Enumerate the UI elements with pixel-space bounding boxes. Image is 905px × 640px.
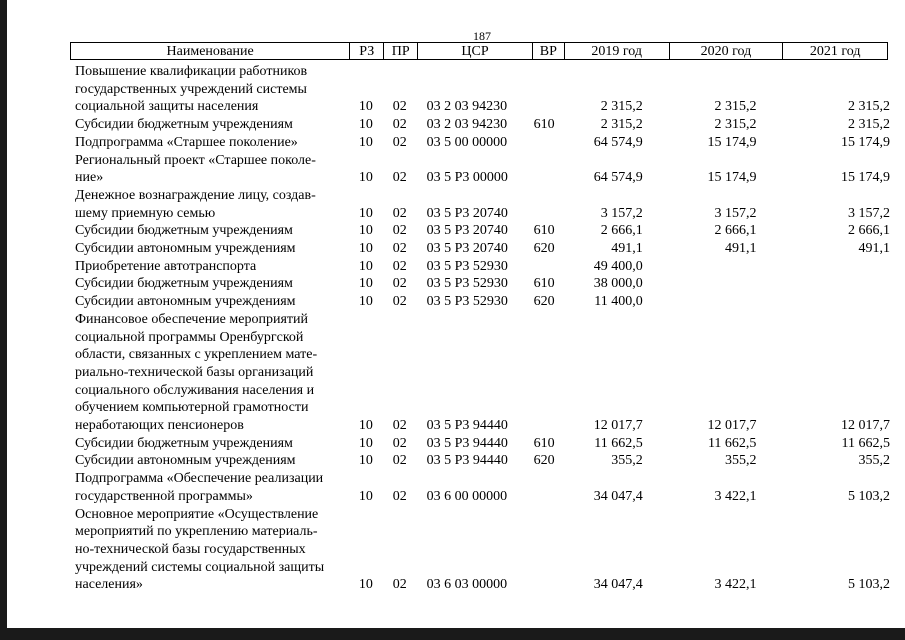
row-2020: 2 315,2 [714, 117, 757, 133]
row-rz: 10 [358, 117, 373, 133]
row-csr: 03 5 Р3 20740 [426, 241, 508, 257]
row-2019: 2 315,2 [600, 99, 643, 115]
table-row [75, 435, 890, 453]
row-2020: 491,1 [724, 241, 757, 257]
row-name: Субсидии бюджетным учреждениям [75, 276, 293, 292]
scan-border-left [0, 0, 7, 640]
row-rz: 10 [358, 577, 373, 593]
row-csr: 03 5 Р3 20740 [426, 205, 508, 221]
row-rz: 10 [358, 294, 373, 310]
row-pr: 02 [392, 453, 407, 469]
table-row [75, 222, 890, 240]
row-2019: 2 666,1 [600, 223, 643, 239]
row-rz: 10 [358, 258, 373, 274]
table-body [75, 63, 890, 594]
row-name: Субсидии автономным учреждениям [75, 453, 296, 469]
row-pr: 02 [392, 205, 407, 221]
row-2020: 12 017,7 [707, 418, 757, 434]
row-csr: 03 6 00 00000 [426, 488, 508, 504]
row-2021: 15 174,9 [841, 134, 890, 150]
row-2021: 12 017,7 [841, 418, 890, 434]
row-name: Основное мероприятие «Осуществление мероприятий по укреплению материаль- но-технической базы государственных учреждений системы социальной защиты населения» [75, 506, 325, 593]
row-csr: 03 5 00 00000 [426, 134, 508, 150]
table-row [75, 311, 890, 435]
row-2021: 491,1 [858, 241, 890, 257]
row-2019: 34 047,4 [593, 488, 643, 504]
row-csr: 03 5 Р3 52930 [426, 276, 508, 292]
header-pr: ПР [384, 43, 418, 59]
row-pr: 02 [392, 258, 407, 274]
row-pr: 02 [392, 134, 407, 150]
row-rz: 10 [358, 453, 373, 469]
row-2020: 3 422,1 [714, 577, 757, 593]
row-csr: 03 2 03 94230 [426, 117, 508, 133]
row-name: Подпрограмма «Старшее поколение» [75, 134, 298, 150]
row-2020: 15 174,9 [707, 170, 757, 186]
row-rz: 10 [358, 418, 373, 434]
page-number: 187 [473, 29, 491, 43]
row-vr: 620 [533, 294, 555, 310]
row-csr: 03 2 03 94230 [426, 99, 508, 115]
row-pr: 02 [392, 99, 407, 115]
row-name: Приобретение автотранспорта [75, 258, 257, 274]
row-2019: 12 017,7 [593, 418, 643, 434]
table-row [75, 63, 890, 116]
table-row [75, 152, 890, 187]
row-pr: 02 [392, 117, 407, 133]
scan-border-bottom [0, 628, 905, 640]
table-row [75, 506, 890, 595]
row-rz: 10 [358, 435, 373, 451]
row-vr: 610 [533, 117, 555, 133]
row-pr: 02 [392, 276, 407, 292]
header-2019: 2019 год [565, 43, 670, 59]
row-pr: 02 [392, 577, 407, 593]
header-2020: 2020 год [670, 43, 784, 59]
header-rz: РЗ [350, 43, 384, 59]
row-rz: 10 [358, 241, 373, 257]
table-row [75, 452, 890, 470]
row-pr: 02 [392, 488, 407, 504]
table-row [75, 116, 890, 134]
row-csr: 03 5 Р3 94440 [426, 418, 508, 434]
table-header [70, 42, 888, 60]
row-2021: 2 315,2 [848, 99, 890, 115]
row-2019: 34 047,4 [593, 577, 643, 593]
row-vr: 610 [533, 223, 555, 239]
row-rz: 10 [358, 134, 373, 150]
row-2021: 2 315,2 [848, 117, 890, 133]
row-2019: 64 574,9 [593, 134, 643, 150]
row-2020: 11 662,5 [707, 435, 757, 451]
row-csr: 03 5 Р3 94440 [426, 435, 508, 451]
row-rz: 10 [358, 488, 373, 504]
table-row [75, 470, 890, 505]
row-name: Субсидии бюджетным учреждениям [75, 223, 293, 239]
row-name: Субсидии автономным учреждениям [75, 241, 296, 257]
row-pr: 02 [392, 241, 407, 257]
row-csr: 03 5 Р3 20740 [426, 223, 508, 239]
row-name: Субсидии бюджетным учреждениям [75, 435, 293, 451]
row-rz: 10 [358, 170, 373, 186]
row-rz: 10 [358, 205, 373, 221]
row-csr: 03 5 Р3 94440 [426, 453, 508, 469]
row-2021: 3 157,2 [848, 205, 890, 221]
row-name: Региональный проект «Старшее поколе- ние» [75, 152, 316, 186]
row-2020: 3 157,2 [714, 205, 757, 221]
row-2021: 15 174,9 [841, 170, 890, 186]
table-row [75, 258, 890, 276]
table-row [75, 240, 890, 258]
row-pr: 02 [392, 170, 407, 186]
row-2020: 2 666,1 [714, 223, 757, 239]
row-name: Подпрограмма «Обеспечение реализации государственной программы» [75, 471, 324, 504]
table-row [75, 275, 890, 293]
row-csr: 03 5 Р3 52930 [426, 294, 508, 310]
row-vr: 620 [533, 453, 555, 469]
row-2020: 355,2 [724, 453, 757, 469]
row-2019: 49 400,0 [593, 258, 643, 274]
row-csr: 03 5 Р3 00000 [426, 170, 508, 186]
row-csr: 03 5 Р3 52930 [426, 258, 508, 274]
table-row [75, 187, 890, 222]
row-2019: 355,2 [611, 453, 643, 469]
row-vr: 610 [533, 276, 555, 292]
row-2021: 2 666,1 [848, 223, 890, 239]
row-pr: 02 [392, 418, 407, 434]
row-pr: 02 [392, 435, 407, 451]
row-vr: 620 [533, 241, 555, 257]
row-2019: 11 662,5 [594, 435, 643, 451]
row-vr: 610 [533, 435, 555, 451]
row-2021: 5 103,2 [848, 488, 890, 504]
row-2021: 11 662,5 [841, 435, 890, 451]
row-pr: 02 [392, 223, 407, 239]
row-2019: 2 315,2 [600, 117, 643, 133]
header-name: Наименование [71, 43, 350, 59]
row-rz: 10 [358, 99, 373, 115]
row-name: Субсидии автономным учреждениям [75, 294, 296, 310]
row-pr: 02 [392, 294, 407, 310]
row-2019: 491,1 [611, 241, 643, 257]
row-2019: 3 157,2 [600, 205, 643, 221]
row-name: Субсидии бюджетным учреждениям [75, 117, 293, 133]
row-name: Финансовое обеспечение мероприятий социальной программы Оренбургской области, связанных с укреплением мате- риально-технической базы организаций социального обслуживания населения и обучением компьютерной грамотности неработающих пенсионеров [75, 311, 318, 434]
row-2020: 2 315,2 [714, 99, 757, 115]
row-name: Денежное вознаграждение лицу, создав- шему приемную семью [75, 187, 316, 221]
header-2021: 2021 год [809, 44, 861, 59]
row-rz: 10 [358, 276, 373, 292]
table-row [75, 134, 890, 152]
header-vr: ВР [533, 43, 565, 59]
row-2020: 3 422,1 [714, 488, 757, 504]
row-rz: 10 [358, 223, 373, 239]
header-csr: ЦСР [418, 43, 533, 59]
row-name: Повышение квалификации работников государственных учреждений системы социальной защиты населения [75, 64, 308, 115]
row-csr: 03 6 03 00000 [426, 577, 508, 593]
row-2019: 64 574,9 [593, 170, 643, 186]
row-2021: 355,2 [858, 453, 890, 469]
row-2019: 38 000,0 [593, 276, 643, 292]
table-row [75, 293, 890, 311]
row-2020: 15 174,9 [707, 134, 757, 150]
row-2021: 5 103,2 [848, 577, 890, 593]
row-2019: 11 400,0 [594, 294, 643, 310]
